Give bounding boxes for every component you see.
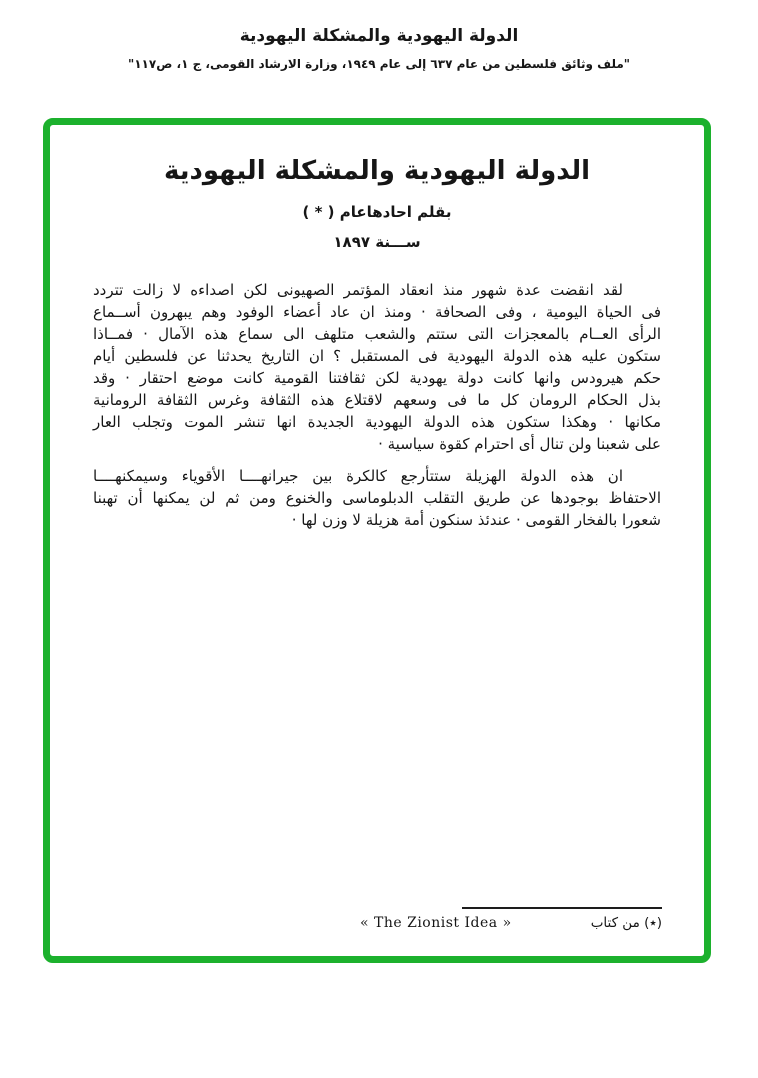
- document-year: ســـنة ١٨٩٧: [333, 233, 421, 251]
- body-line: الرأى العــام بالمعجزات التى ستتم والشعب متلهف الى سماع هذه الآمال · فمــاذا: [93, 325, 661, 343]
- document-page: [50, 156, 704, 987]
- footnote-text: [360, 915, 662, 931]
- paragraph-2: [93, 465, 661, 531]
- footnote-book-title: « The Zionist Idea »: [360, 915, 512, 931]
- document-byline: بقلم احادهاعام ( * ): [302, 203, 452, 221]
- body-line: حكم هيرودس وانها كانت دولة يهودية لكن ثقافتنا القومية كانت موضع احتقار · وقد: [93, 369, 661, 387]
- document-body: [93, 279, 661, 531]
- body-line: ستكون عليه هذه الدولة اليهودية فى المستقبل ؟ ان التاريخ يحدثنا عن فلسطين أيام: [93, 347, 661, 365]
- body-line: على شعبنا ولن تنال أى احترام كقوة سياسية ·: [378, 435, 661, 453]
- footnote: [360, 907, 662, 931]
- body-line: لقد انقضت عدة شهور منذ انعقاد المؤتمر الصهيونى لكن اصداءه لا زالت تتردد: [93, 281, 623, 299]
- footnote-marker: (٭) من كتاب: [590, 915, 662, 931]
- paragraph-1: [93, 279, 661, 455]
- body-line: بذل الحكام الرومان كل ما فى وسعهم لاقتلاع هذه الثقافة وغرس الثقافة الرومانية: [93, 391, 661, 409]
- body-line: ان هذه الدولة الهزيلة ستتأرجع كالكرة بين جيرانهــــا الأقوياء وسيمكنهــــا: [93, 467, 623, 485]
- header-citation: "ملف وثائق فلسطين من عام ٦٣٧ إلى عام ١٩٤٩، وزارة الارشاد القومى، ج ١، ص١١٧": [127, 57, 631, 71]
- document-title: الدولة اليهودية والمشكلة اليهودية: [163, 156, 591, 186]
- body-line: الاحتفاظ بوجودها عن طريق التقلب الدبلوماسى والخنوع ومن ثم لن يمكنها أن تهبنا: [93, 489, 661, 507]
- document-frame: [43, 118, 711, 963]
- body-line: فى الحياة اليومية ، وفى الصحافة · ومنذ ان عاد أعضاء الوفود وهم يبهرون أســماع: [93, 303, 661, 321]
- body-line: شعورا بالفخار القومى · عندئذ سنكون أمة هزيلة لا وزن لها ·: [291, 511, 661, 529]
- header-title: الدولة اليهودية والمشكلة اليهودية: [239, 26, 519, 46]
- body-line: مكانها · وهكذا ستكون هذه الدولة اليهودية الجديدة انها تنشر الموت وتجلب العار: [93, 413, 661, 431]
- page-header: [0, 26, 758, 71]
- footnote-divider: [462, 907, 662, 909]
